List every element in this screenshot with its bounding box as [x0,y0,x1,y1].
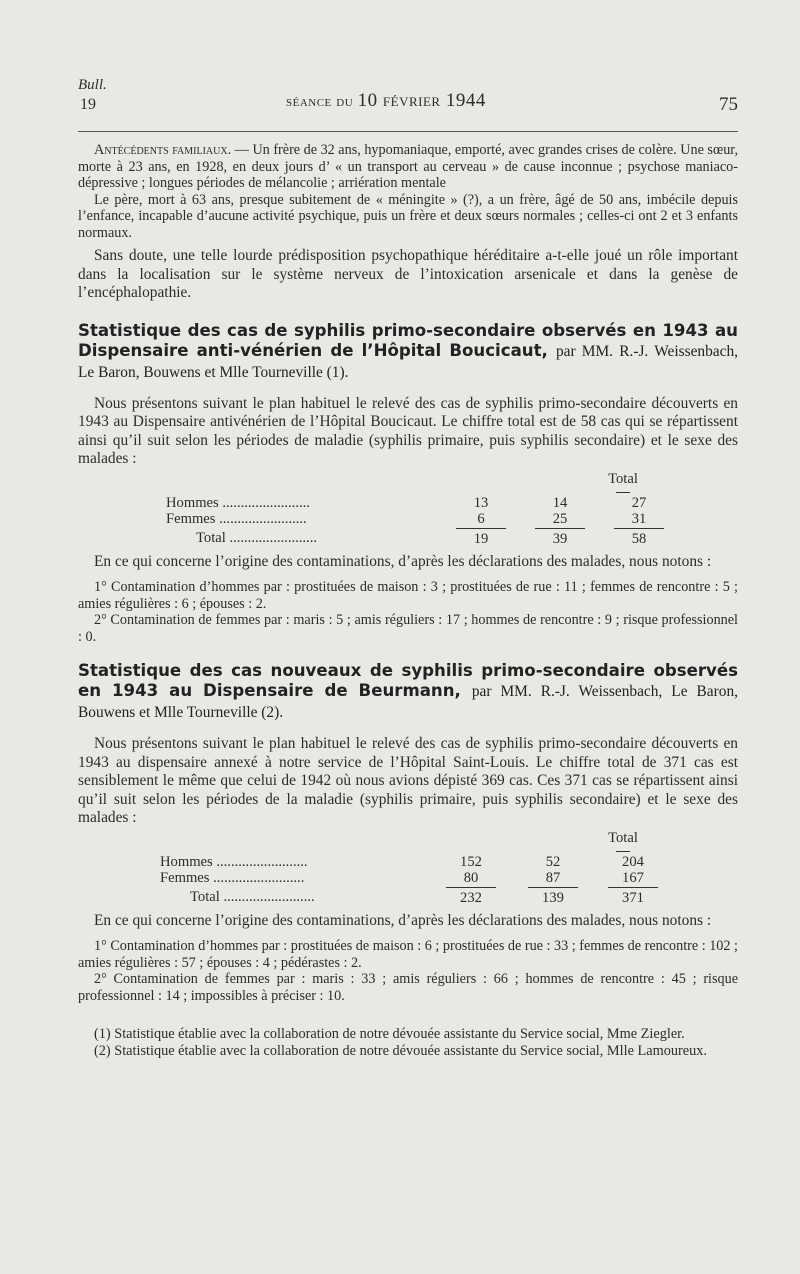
table-cell: 167 [608,870,658,888]
father-paragraph: Le père, mort à 63 ans, presque subitement de « méningite » (?), a un frère, âgé de 50 ans, imbécile depuis l’enfance, incapable d’aucune activité psychique, puis un frère et deux sœurs normales ; celles-ci ont 2 et 3 enfants normaux. [78,191,738,241]
table-cell: 25 [535,511,585,529]
table-total-header: Total [608,829,638,846]
table-cell: 39 [552,530,568,547]
journal-abbrev: Bull. [78,77,107,93]
table-cell: 232 [460,889,482,906]
article1-intro: Nous présentons suivant le plan habituel le relevé des cas de syphilis primo-secondaire découverts en 1943 au Dispensaire antivénérien de l’Hôpital Boucicaut. Le chiffre total est de 58 cas qui se répartissent ainsi qu’il suit selon les périodes de maladie (syphilis primaire, puis syphilis secondaire) et le sexe des malades : [78,394,738,467]
running-title [286,90,486,112]
table-row-label: Femmes ........................ [166,510,307,527]
article1-authors: par MM. R.-J. Weissenbach, Le Baron, Bouwens et Mlle Tourneville (1). [78,342,738,381]
running-date: 10 février 1944 [357,90,486,111]
table-cell: 152 [460,853,482,870]
article2-origin: En ce qui concerne l’origine des contaminations, d’après les déclarations des malades, nous notons : [94,911,712,929]
antecedents-paragraph [78,142,738,192]
table-cell: 58 [631,530,647,547]
article1-contamination-women: 2° Contamination de femmes par : maris : 5 ; amis réguliers : 17 ; hommes de rencontre : 9 ; risque professionnel : 0. [78,612,738,645]
article2-table [78,828,738,918]
footnote-1: (1) Statistique établie avec la collaboration de notre dévouée assistante du Service social, Mme Ziegler. [94,1026,685,1042]
article1-title [78,321,738,383]
table-cell: 14 [552,494,568,511]
table-header-dash [616,492,630,493]
table-row-label: Hommes ......................... [160,853,308,870]
running-header [78,70,740,130]
page-number: 75 [719,94,738,115]
table-header-dash [616,851,630,852]
article2-title [78,661,738,723]
table-cell: 80 [446,870,496,888]
article2-authors: par MM. R.-J. Weissenbach, Le Baron, Bouwens et Mlle Tourneville (2). [78,683,738,721]
table-row-label: Total ........................ [196,529,317,546]
page-body [78,142,738,1060]
article2-contamination-men: 1° Contamination d’hommes par : prostituées de maison : 6 ; prostituées de rue : 33 ; femmes de rencontre : 102 ; amies régulières : 57 ; épouses : 4 ; pédérastes : 2. [78,938,738,971]
table-cell: 19 [473,530,489,547]
table-cell: 52 [545,853,561,870]
table-row-label: Hommes ........................ [166,494,310,511]
footnote-2: (2) Statistique établie avec la collaboration de notre dévouée assistante du Service social, Mlle Lamoureux. [94,1043,707,1059]
running-title-text: séance du [286,93,354,110]
article1-table [78,469,738,559]
table-cell: 6 [456,511,506,529]
table-cell: 13 [473,494,489,511]
table-total-header: Total [608,470,638,487]
header-rule [78,131,738,132]
table-cell: 31 [614,511,664,529]
article1-contamination-men: 1° Contamination d’hommes par : prostituées de maison : 3 ; prostituées de rue : 11 ; femmes de rencontre : 5 ; amies régulières : 6 ; épouses : 2. [78,579,738,612]
table-cell: 87 [528,870,578,888]
table-row-label: Total ......................... [190,888,315,905]
table-cell: 27 [631,494,647,511]
conclusion-paragraph: Sans doute, une telle lourde prédisposition psychopathique héréditaire a-t-elle joué un rôle important dans la localisation sur le système nerveux de l’intoxication arsenicale et dans la genèse de l’encéphalopathie. [78,247,738,301]
table-row-label: Femmes ......................... [160,869,305,886]
article2-title-text: Statistique des cas nouveaux de syphilis primo-secondaire observés en 1943 au Dispensaire de Beurmann, [78,661,738,700]
article1-origin: En ce qui concerne l’origine des contaminations, d’après les déclarations des malades, nous notons : [94,552,712,570]
article2-intro: Nous présentons suivant le plan habituel le relevé des cas de syphilis primo-secondaire découverts en 1943 au dispensaire annexé à notre service de l’Hôpital Saint-Louis. Le chiffre total de 371 cas est sensiblement le même que celui de 1942 où nous avions dépisté 369 cas. Ces 371 cas se répartissent ainsi qu’il suit selon les périodes de la maladie (syphilis primaire, puis syphilis secondaire) et le sexe des malades : [78,735,738,826]
table-cell: 204 [622,853,644,870]
table-cell: 371 [622,889,644,906]
article1-title-text: Statistique des cas de syphilis primo-secondaire observés en 1943 au Dispensaire anti-vénérien de l’Hôpital Boucicaut, [78,320,738,360]
article2-contamination-women: 2° Contamination de femmes par : maris : 33 ; amis réguliers : 66 ; hommes de rencontre : 45 ; risque professionnel : 14 ; impossibles à préciser : 10. [78,971,738,1004]
footnotes [78,1026,738,1060]
volume-number: 19 [80,96,96,113]
antecedents-text: — Un frère de 32 ans, hypomaniaque, emporté, avec grandes crises de colère. Une sœur, morte à 23 ans, en 1928, en deux jours d’ « un transport au cerveau » de cause inconnue ; psychose maniaco-dépressive ; longues périodes de mélancolie ; arriération mentale [78,142,738,191]
table-cell: 139 [542,889,564,906]
antecedents-lead: Antécédents familiaux. [94,142,232,158]
